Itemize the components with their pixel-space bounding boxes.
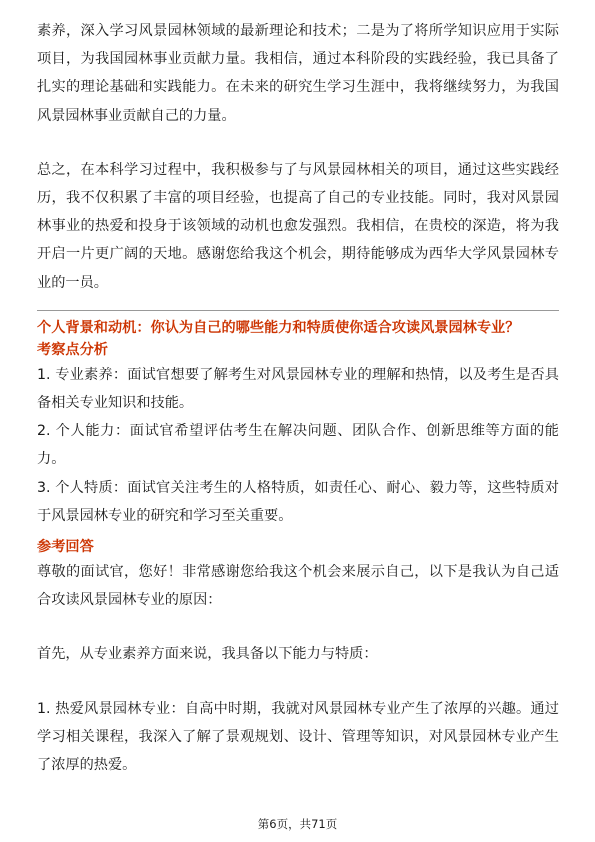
answer-paragraph: 尊敬的面试官，您好！非常感谢您给我这个机会来展示自己，以下是我认为自己适合攻读风景园林专业的原因： (37, 564, 559, 609)
section-divider (37, 310, 559, 311)
question-heading: 个人背景和动机：你认为自己的哪些能力和特质使你适合攻读风景园林专业？ (37, 319, 520, 336)
answer-label: 参考回答 (37, 539, 94, 556)
analysis-item: 3. 个人特质：面试官关注考生的人格特质，如责任心、耐心、毅力等，这些特质对于风景园林专业的研究和学习至关重要。 (37, 479, 559, 524)
analysis-label: 考察点分析 (37, 341, 108, 358)
body-paragraph: 总之，在本科学习过程中，我积极参与了与风景园林相关的项目，通过这些实践经历，我不仅积累了丰富的项目经验，也提高了自己的专业技能。同时，我对风景园林事业的热爱和投身于该领域的动机也愈发强烈。我相信，在贵校的深造，将为我开启一片更广阔的天地。感谢您给我这个机会，期待能够成为西华大学风景园林专业的一员。 (37, 161, 559, 291)
body-paragraph: 素养，深入学习风景园林领域的最新理论和技术；二是为了将所学知识应用于实际项目，为我国园林事业贡献力量。我相信，通过本科阶段的实践经验，我已具备了扎实的理论基础和实践能力。在未来的研究生学习生涯中，我将继续努力，为我国风景园林事业贡献自己的力量。 (37, 23, 559, 124)
analysis-item: 2. 个人能力：面试官希望评估考生在解决问题、团队合作、创新思维等方面的能力。 (37, 423, 559, 468)
paragraph-spacer (37, 130, 559, 156)
paragraph-spacer (37, 669, 559, 695)
page-number-footer: 第6页，共71页 (257, 817, 338, 831)
answer-paragraph: 1. 热爱风景园林专业：自高中时期，我就对风景园林专业产生了浓厚的兴趣。通过学习相关课程，我深入了解了景观规划、设计、管理等知识，对风景园林专业产生了浓厚的热爱。 (37, 700, 559, 774)
page-content (37, 17, 559, 779)
analysis-item: 1. 专业素养：面试官想要了解考生对风景园林专业的理解和热情，以及考生是否具备相关专业知识和技能。 (37, 366, 559, 412)
paragraph-spacer (37, 614, 559, 640)
answer-paragraph: 首先，从专业素养方面来说，我具备以下能力与特质： (37, 646, 378, 663)
